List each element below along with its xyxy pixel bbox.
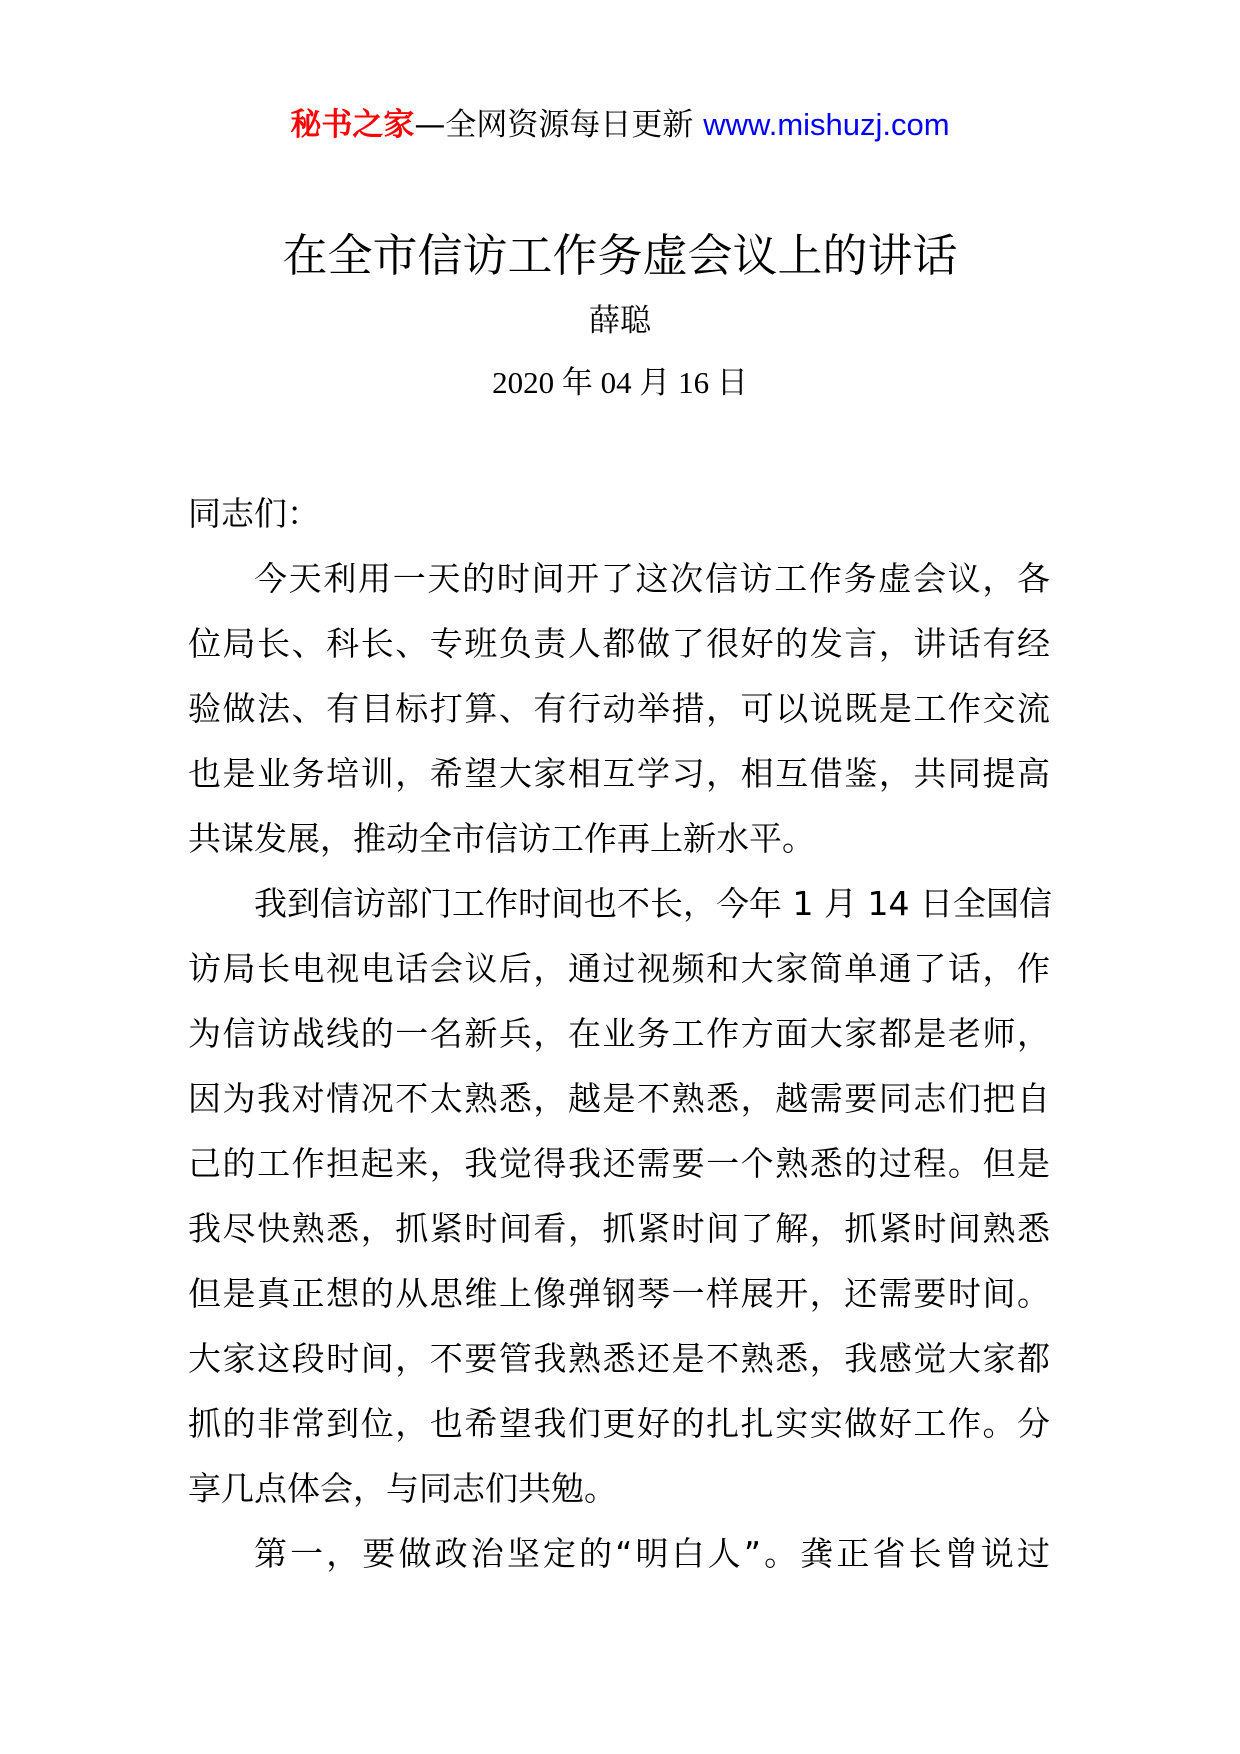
- paragraph-line: 验做法、有目标打算、有行动举措，可以说既是工作交流: [188, 689, 1050, 728]
- document-date: 2020 年 04 月 16 日: [492, 365, 748, 400]
- paragraph-line: 我到信访部门工作时间也不长，今年 1 月 14 日全国信: [254, 884, 1052, 923]
- paragraph: [188, 557, 1050, 882]
- paragraph-line: 享几点体会，与同志们共勉。: [188, 1469, 617, 1508]
- paragraph-line: 因为我对情况不太熟悉，越是不熟悉，越需要同志们把自: [188, 1079, 1050, 1118]
- document-author: 薛聪: [589, 303, 651, 339]
- banner-tagline: —全网资源每日更新: [414, 107, 704, 143]
- paragraph-line: 抓的非常到位，也希望我们更好的扎扎实实做好工作。分: [188, 1404, 1050, 1443]
- paragraph: [188, 882, 1050, 1532]
- banner-url-link[interactable]: www.mishuzj.com: [703, 107, 950, 142]
- paragraph-line: 己的工作担起来，我觉得我还需要一个熟悉的过程。但是: [188, 1144, 1050, 1183]
- paragraph-line: 大家这段时间，不要管我熟悉还是不熟悉，我感觉大家都: [188, 1339, 1050, 1378]
- paragraph-line: 为信访战线的一名新兵，在业务工作方面大家都是老师，: [188, 1014, 1050, 1053]
- paragraph-line: 第一，要做政治坚定的“明白人”。龚正省长曾说过: [254, 1534, 1050, 1573]
- paragraph-line: 位局长、科长、专班负责人都做了很好的发言，讲话有经: [188, 624, 1050, 663]
- document-body: [188, 492, 1050, 1597]
- paragraph-line: 今天利用一天的时间开了这次信访工作务虚会议，各: [254, 559, 1050, 598]
- paragraph: [188, 1532, 1050, 1597]
- paragraph-line: 也是业务培训，希望大家相互学习，相互借鉴，共同提高: [188, 754, 1050, 793]
- salutation: 同志们：: [188, 494, 320, 533]
- paragraph-line: 访局长电视电话会议后，通过视频和大家简单通了话，作: [188, 949, 1050, 988]
- paragraph-line: 但是真正想的从思维上像弹钢琴一样展开，还需要时间。: [188, 1274, 1050, 1313]
- site-banner: [0, 103, 1240, 147]
- paragraph-line: 我尽快熟悉，抓紧时间看，抓紧时间了解，抓紧时间熟悉: [188, 1209, 1050, 1248]
- banner-brand: 秘书之家: [290, 107, 415, 143]
- document-title: 在全市信访工作务虚会议上的讲话: [282, 229, 958, 282]
- paragraph-line: 共谋发展，推动全市信访工作再上新水平。: [188, 819, 815, 858]
